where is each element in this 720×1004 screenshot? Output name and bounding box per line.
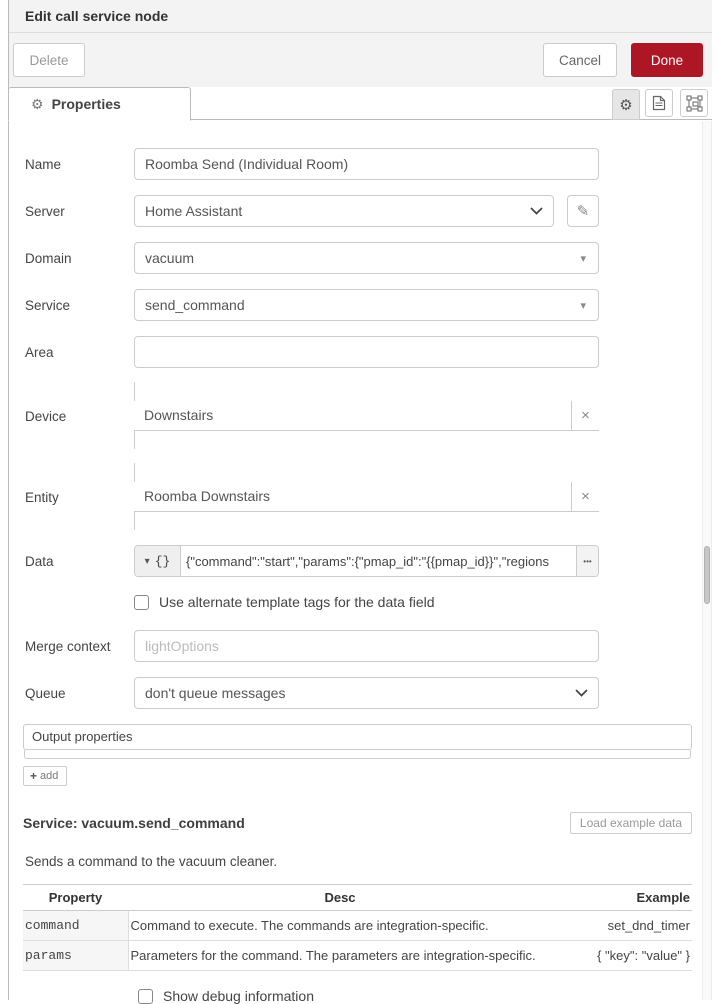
name-input[interactable] bbox=[134, 148, 599, 180]
name-row bbox=[25, 148, 696, 180]
tab-properties[interactable] bbox=[8, 87, 191, 121]
table-row bbox=[23, 941, 692, 971]
chevron-down-icon bbox=[575, 689, 588, 697]
ellipsis-icon: ••• bbox=[583, 556, 592, 566]
edit-node-tray bbox=[8, 0, 712, 1004]
alternate-tags-label: Use alternate template tags for the data field bbox=[159, 594, 435, 610]
caret-down-icon: ▾ bbox=[580, 299, 586, 312]
service-row bbox=[25, 289, 696, 321]
queue-select-value: don't queue messages bbox=[145, 685, 286, 701]
clear-entity-button[interactable] bbox=[571, 482, 599, 511]
add-output-property-button[interactable] bbox=[23, 766, 67, 786]
pencil-icon: ✎ bbox=[576, 203, 590, 220]
queue-select[interactable] bbox=[134, 677, 599, 709]
domain-value: vacuum bbox=[145, 250, 195, 266]
properties-form bbox=[9, 120, 712, 1004]
gear-icon: ⚙ bbox=[619, 96, 633, 114]
gear-icon: ⚙ bbox=[31, 96, 44, 112]
service-description: Sends a command to the vacuum cleaner. bbox=[25, 854, 278, 869]
entity-picker[interactable] bbox=[134, 463, 599, 530]
table-header-row bbox=[23, 885, 692, 911]
service-combobox[interactable] bbox=[134, 289, 599, 321]
entity-row bbox=[25, 464, 696, 530]
output-properties-header: Output properties bbox=[23, 724, 692, 750]
cancel-button[interactable]: Cancel bbox=[543, 43, 617, 77]
area-label: Area bbox=[25, 344, 54, 360]
param-name: params bbox=[23, 941, 128, 971]
name-label: Name bbox=[25, 156, 62, 172]
service-parameters-table bbox=[23, 884, 692, 971]
domain-label: Domain bbox=[25, 250, 72, 266]
queue-label: Queue bbox=[25, 685, 66, 701]
service-doc-heading: Service: vacuum.send_command bbox=[23, 815, 245, 831]
column-header-property: Property bbox=[23, 885, 128, 911]
properties-view-button[interactable] bbox=[612, 89, 640, 120]
data-value-input[interactable] bbox=[181, 546, 576, 576]
alternate-tags-checkbox[interactable] bbox=[134, 595, 149, 610]
dialog-toolbar bbox=[9, 33, 712, 87]
column-header-desc: Desc bbox=[128, 885, 552, 911]
delete-button[interactable]: Delete bbox=[13, 43, 85, 77]
data-label: Data bbox=[25, 553, 54, 569]
caret-down-icon: ▾ bbox=[580, 252, 586, 265]
dialog-title: Edit call service node bbox=[9, 0, 712, 33]
domain-row bbox=[25, 242, 696, 274]
alternate-tags-row bbox=[134, 594, 696, 610]
edit-server-button[interactable] bbox=[567, 195, 599, 227]
service-label: Service bbox=[25, 297, 71, 313]
done-button[interactable]: Done bbox=[631, 43, 703, 77]
plus-icon: + bbox=[30, 769, 38, 783]
data-typed-input bbox=[134, 545, 599, 577]
entity-value: Roomba Downstairs bbox=[144, 488, 271, 504]
table-row bbox=[23, 911, 692, 941]
param-desc: Parameters for the command. The parameters are integration-specific. bbox=[128, 941, 552, 971]
output-properties-list[interactable] bbox=[24, 750, 691, 759]
server-select[interactable] bbox=[134, 195, 554, 227]
show-debug-label: Show debug information bbox=[163, 988, 314, 1004]
clear-device-button[interactable] bbox=[571, 401, 599, 430]
json-type-icon: {} bbox=[154, 553, 171, 569]
close-icon: × bbox=[581, 407, 590, 424]
column-header-example: Example bbox=[552, 885, 692, 911]
document-icon bbox=[652, 95, 666, 111]
param-desc: Command to execute. The commands are integration-specific. bbox=[128, 911, 552, 941]
debug-row bbox=[138, 988, 696, 1004]
chevron-down-icon bbox=[530, 207, 543, 215]
device-label: Device bbox=[25, 408, 67, 424]
appearance-icon bbox=[686, 95, 703, 112]
param-name: command bbox=[23, 911, 128, 941]
data-type-button[interactable] bbox=[135, 546, 181, 576]
add-button-label: add bbox=[40, 770, 59, 782]
data-row bbox=[25, 545, 696, 577]
merge-context-row bbox=[25, 630, 696, 662]
description-view-button[interactable] bbox=[645, 89, 673, 117]
queue-row bbox=[25, 677, 696, 709]
service-value: send_command bbox=[145, 297, 245, 313]
tab-properties-label: Properties bbox=[51, 96, 121, 112]
scrollbar-track[interactable] bbox=[702, 121, 712, 1000]
caret-down-icon: ▾ bbox=[144, 555, 150, 567]
output-properties-panel bbox=[23, 724, 692, 786]
domain-combobox[interactable] bbox=[134, 242, 599, 274]
merge-context-input[interactable] bbox=[134, 630, 599, 662]
merge-context-label: Merge context bbox=[25, 638, 111, 654]
param-example: set_dnd_timer bbox=[552, 911, 692, 941]
server-row bbox=[25, 195, 696, 227]
scrollbar-thumb[interactable] bbox=[704, 546, 710, 604]
device-value: Downstairs bbox=[144, 407, 214, 423]
device-row bbox=[25, 383, 696, 449]
load-example-data-button[interactable]: Load example data bbox=[570, 812, 692, 834]
entity-label: Entity bbox=[25, 489, 59, 505]
area-input[interactable] bbox=[134, 336, 599, 368]
editor-tabbar bbox=[9, 87, 712, 120]
appearance-view-button[interactable] bbox=[680, 89, 708, 117]
server-select-value: Home Assistant bbox=[145, 203, 243, 219]
area-row bbox=[25, 336, 696, 368]
expand-data-button[interactable] bbox=[576, 546, 598, 576]
server-label: Server bbox=[25, 203, 65, 219]
device-picker[interactable] bbox=[134, 382, 599, 449]
service-doc-header bbox=[23, 812, 692, 834]
close-icon: × bbox=[581, 488, 590, 505]
param-example: { "key": "value" } bbox=[552, 941, 692, 971]
show-debug-checkbox[interactable] bbox=[138, 989, 153, 1004]
